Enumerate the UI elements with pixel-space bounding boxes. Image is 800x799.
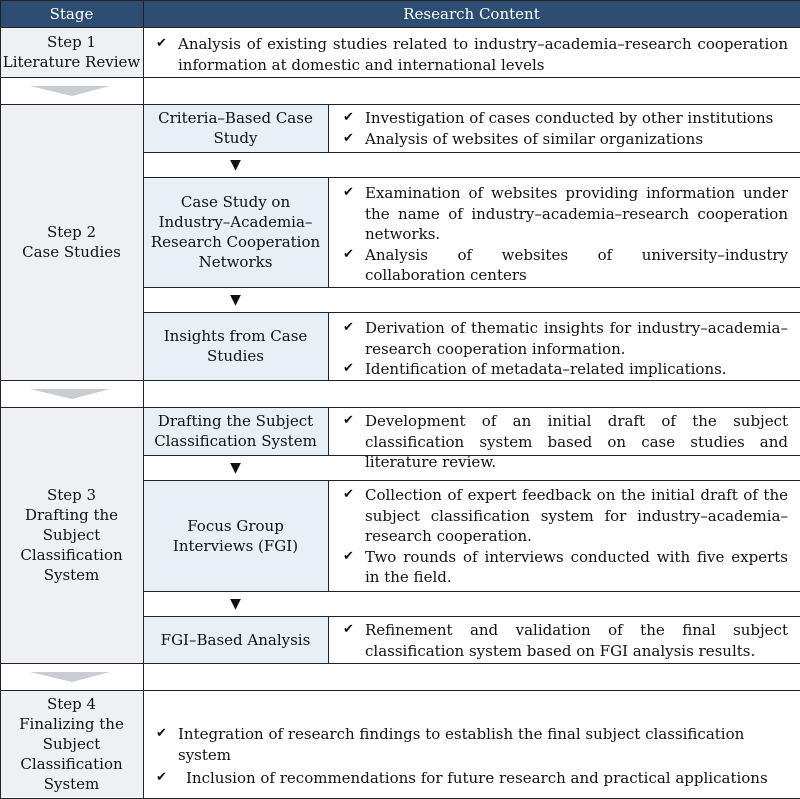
header-stage-label: Stage bbox=[49, 4, 94, 23]
check-icon: ✔ bbox=[343, 413, 354, 428]
bullet-text: Two rounds of interviews conducted with five experts in the field. bbox=[365, 547, 788, 586]
check-icon: ✔ bbox=[343, 622, 354, 637]
step3-substep-2-label: Focus Group Interviews (FGI) bbox=[143, 480, 328, 591]
bullet-text: Analysis of existing studies related to industry–academia–research cooperation information at domestic and international levels bbox=[178, 35, 788, 74]
down-arrow-icon: ▼ bbox=[230, 291, 241, 308]
check-icon: ✔ bbox=[343, 185, 354, 200]
down-arrow-icon: ▼ bbox=[230, 156, 241, 173]
check-icon: ✔ bbox=[343, 548, 354, 564]
step2-substep-1-label: Criteria–Based Case Study bbox=[143, 104, 328, 152]
check-icon: ✔ bbox=[343, 487, 354, 502]
bullet-text: Examination of websites providing information under the name of industry–academia–research cooperation networks. bbox=[365, 184, 788, 243]
bullet-text: Collection of expert feedback on the initial draft of the subject classification system for industry–academia–research cooperation. bbox=[365, 486, 788, 545]
check-icon: ✔ bbox=[343, 130, 354, 146]
check-icon: ✔ bbox=[343, 110, 354, 125]
bullet-text: Refinement and validation of the final subject classification system based on FGI analysis results. bbox=[365, 621, 788, 660]
bullet-text: Inclusion of recommendations for future research and practical applications bbox=[186, 769, 768, 787]
down-arrow-icon: ▼ bbox=[230, 595, 241, 612]
header-content-label: Research Content bbox=[403, 4, 540, 23]
step3-subtitle: Drafting the Subject Classification System bbox=[20, 506, 123, 584]
down-arrow-icon: ▼ bbox=[230, 459, 241, 476]
bullet-text: Integration of research findings to establish the final subject classification system bbox=[178, 725, 745, 764]
check-icon: ✔ bbox=[343, 246, 354, 262]
step2-subtitle: Case Studies bbox=[22, 243, 121, 261]
step2-substep-2-label: Case Study on Industry–Academia–Research Cooperation Networks bbox=[143, 177, 328, 287]
check-icon: ✔ bbox=[156, 36, 167, 51]
step2-substep-3-label: Insights from Case Studies bbox=[143, 312, 328, 380]
step3-substep-1-label: Drafting the Subject Classification System bbox=[143, 407, 328, 455]
check-icon: ✔ bbox=[343, 361, 354, 376]
step1-subtitle: Literature Review bbox=[2, 53, 141, 71]
bullet-text: Development of an initial draft of the subject classification system based on case studies and literature review. bbox=[365, 412, 788, 471]
step3-title: Step 3 bbox=[46, 486, 97, 504]
check-icon: ✔ bbox=[156, 726, 167, 741]
bullet-text: Derivation of thematic insights for industry–academia–research cooperation information. bbox=[365, 319, 788, 358]
step3-substep-3-label: FGI–Based Analysis bbox=[143, 616, 328, 663]
bullet-text: Analysis of websites of university–industry collaboration centers bbox=[365, 245, 788, 284]
bullet-text: Investigation of cases conducted by other institutions bbox=[365, 109, 774, 127]
step2-title: Step 2 bbox=[46, 223, 97, 241]
step4-title: Step 4 bbox=[46, 694, 97, 713]
check-icon: ✔ bbox=[156, 770, 167, 785]
bullet-text: Identification of metadata–related implications. bbox=[365, 360, 727, 378]
bullet-text: Analysis of websites of similar organizations bbox=[365, 129, 704, 148]
step1-title: Step 1 bbox=[46, 33, 97, 51]
step4-subtitle: Finalizing the Subject Classification System bbox=[19, 714, 124, 793]
check-icon: ✔ bbox=[343, 320, 354, 335]
